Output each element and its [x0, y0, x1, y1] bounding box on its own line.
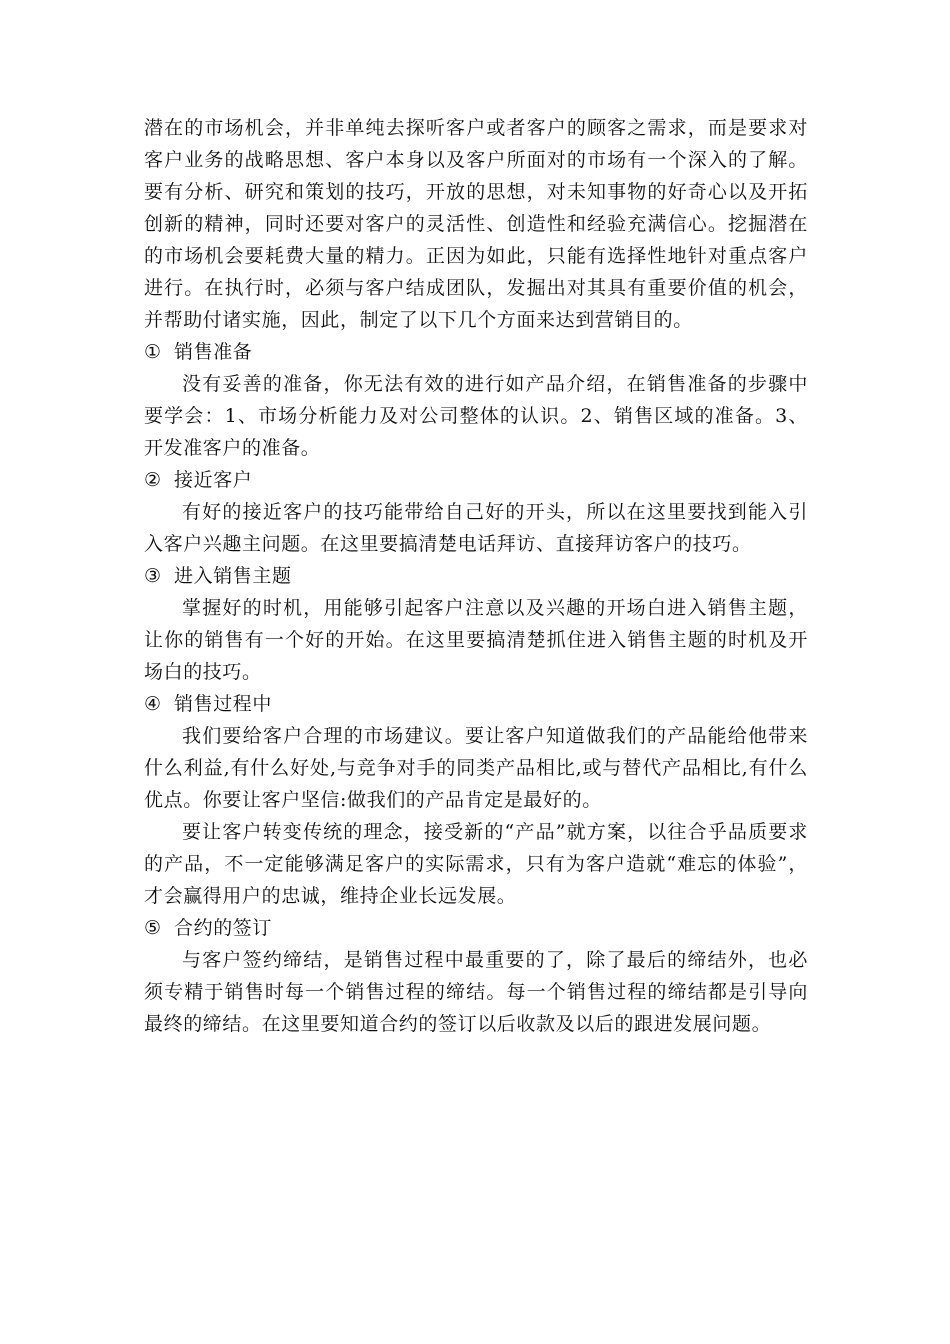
- section-paragraph: 我们要给客户合理的市场建议。要让客户知道做我们的产品能给他带来什么利益,有什么好处,与竞争对手的同类产品相比,或与替代产品相比,有什么优点。你要让客户坚信:做我们的产品肯定是最好的。: [144, 725, 808, 811]
- section-paragraph: 没有妥善的准备，你无法有效的进行如产品介绍，在销售准备的步骤中要学会：1、市场分析能力及对公司整体的认识。2、销售区域的准备。3、开发准客户的准备。: [144, 373, 808, 459]
- section-approach-customer: [144, 464, 808, 560]
- section-title: 进入销售主题: [174, 565, 292, 587]
- section-enter-sales-topic: [144, 560, 808, 688]
- document-page: [144, 112, 808, 1040]
- section-paragraph: 要让客户转变传统的理念，接受新的“产品”就方案，以往合乎品质要求的产品，不一定能够满足客户的实际需求，只有为客户造就“难忘的体验”，才会赢得用户的忠诚，维持企业长远发展。: [144, 821, 808, 907]
- section-heading: [144, 336, 808, 368]
- section-heading: [144, 912, 808, 944]
- section-title: 销售准备: [174, 341, 253, 363]
- section-paragraph: 有好的接近客户的技巧能带给自己好的开头，所以在这里要找到能入引入客户兴趣主问题。在这里要搞清楚电话拜访、直接拜访客户的技巧。: [144, 501, 808, 555]
- section-paragraph: 与客户签约缔结，是销售过程中最重要的了，除了最后的缔结外，也必须专精于销售时每一个销售过程的缔结。每一个销售过程的缔结都是引导向最终的缔结。在这里要知道合约的签订以后收款及以后的跟进发展问题。: [144, 949, 808, 1035]
- section-heading: [144, 688, 808, 720]
- section-title: 销售过程中: [174, 693, 273, 715]
- section-number: ②: [144, 469, 162, 491]
- section-heading: [144, 464, 808, 496]
- section-number: ③: [144, 565, 162, 587]
- section-sales-process: [144, 688, 808, 912]
- section-title: 合约的签订: [174, 917, 273, 939]
- section-title: 接近客户: [174, 469, 253, 491]
- section-number: ④: [144, 693, 162, 715]
- section-paragraph: 掌握好的时机，用能够引起客户注意以及兴趣的开场白进入销售主题，让你的销售有一个好的开始。在这里要搞清楚抓住进入销售主题的时机及开场白的技巧。: [144, 597, 808, 683]
- section-contract-signing: [144, 912, 808, 1040]
- intro-paragraph: 潜在的市场机会，并非单纯去探听客户或者客户的顾客之需求，而是要求对客户业务的战略思想、客户本身以及客户所面对的市场有一个深入的了解。要有分析、研究和策划的技巧，开放的思想，对未知事物的好奇心以及开拓创新的精神，同时还要对客户的灵活性、创造性和经验充满信心。挖掘潜在的市场机会要耗费大量的精力。正因为如此，只能有选择性地针对重点客户进行。在执行时，必须与客户结成团队，发掘出对其具有重要价值的机会，并帮助付诸实施，因此，制定了以下几个方面来达到营销目的。: [144, 117, 808, 331]
- section-number: ①: [144, 341, 162, 363]
- section-heading: [144, 560, 808, 592]
- section-number: ⑤: [144, 917, 162, 939]
- section-sales-preparation: [144, 336, 808, 464]
